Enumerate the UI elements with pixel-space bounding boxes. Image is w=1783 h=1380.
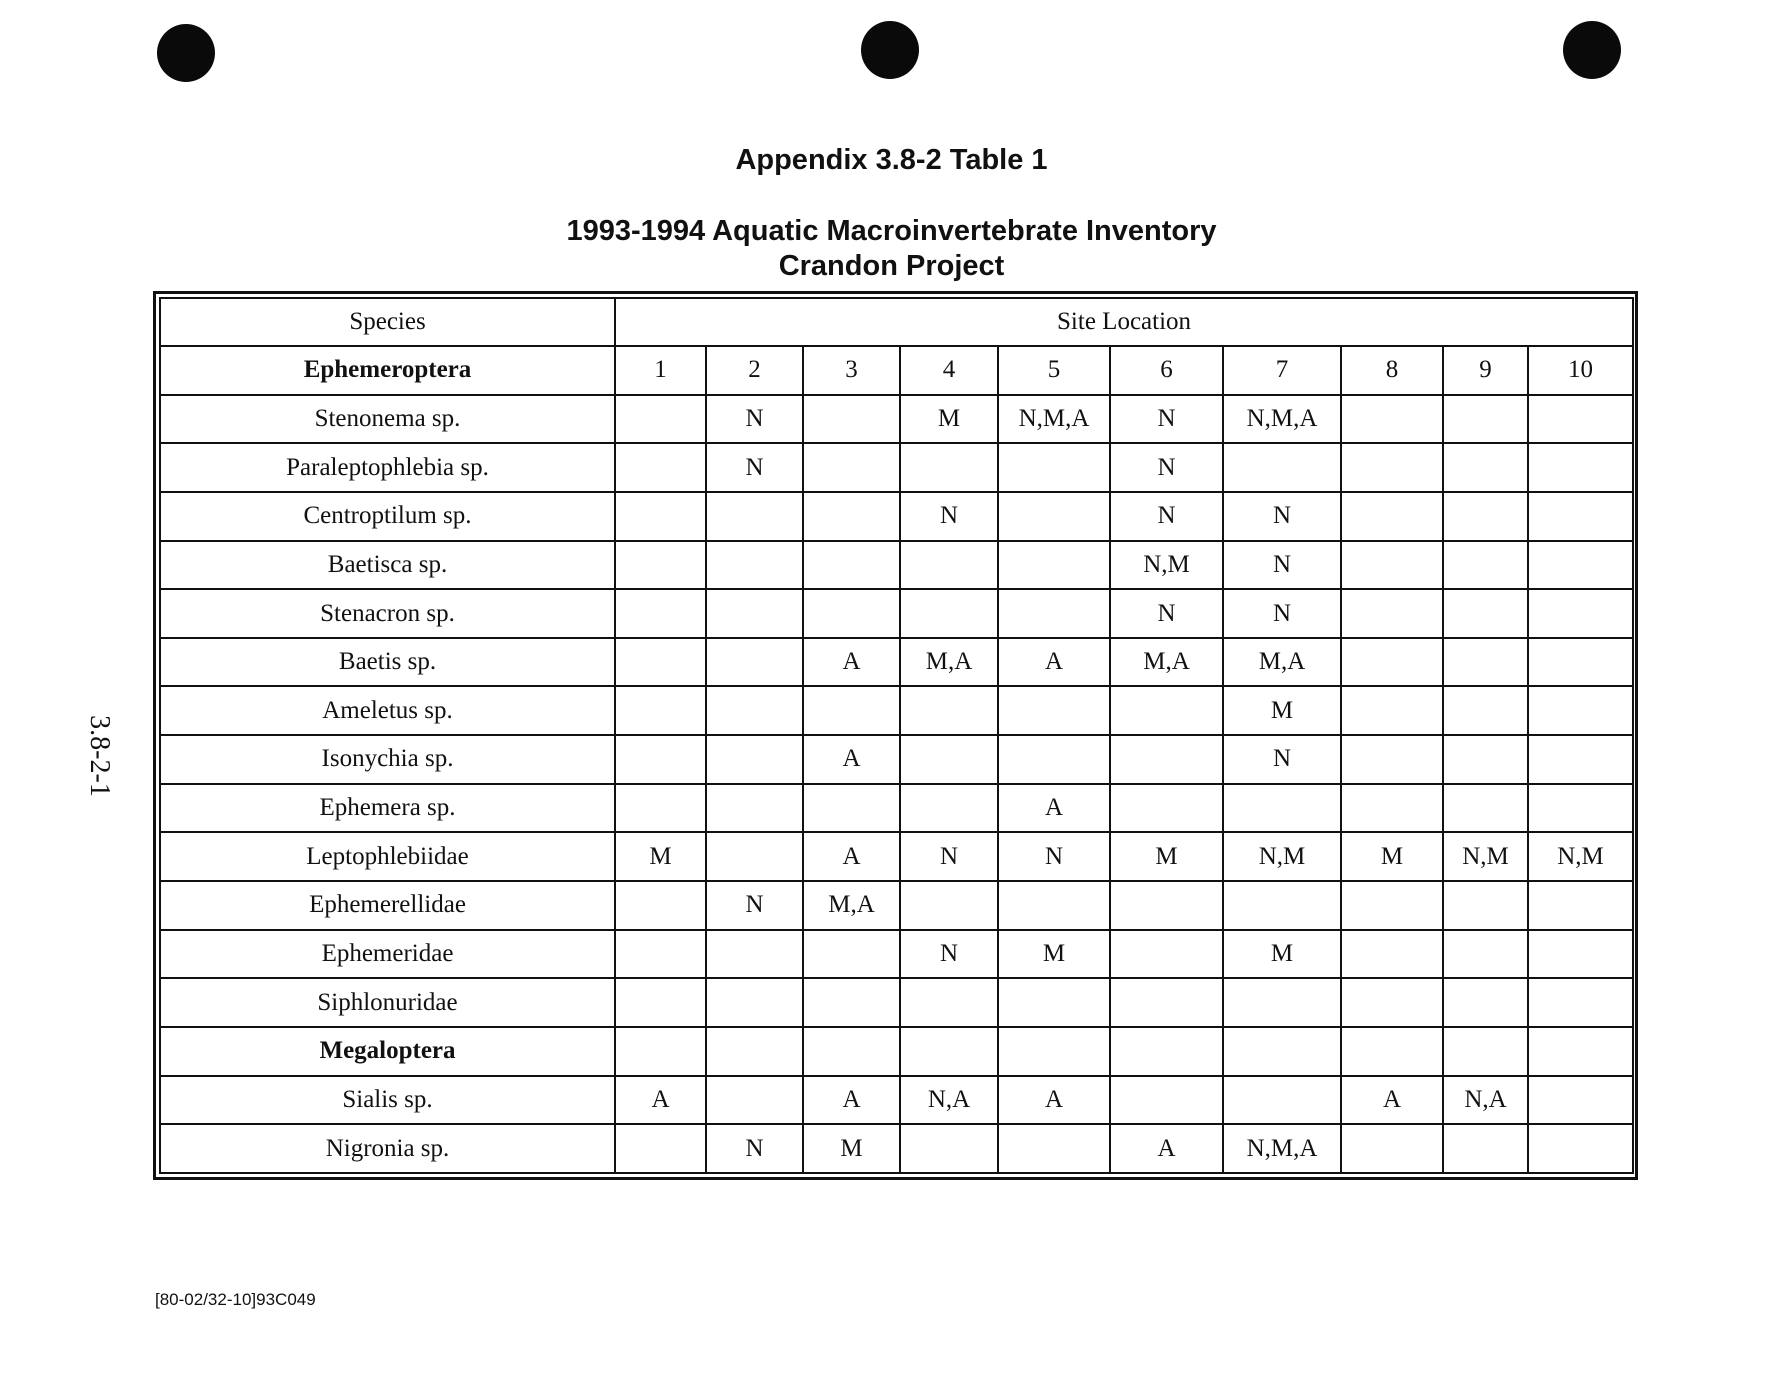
page-number: 3.8-2-1: [83, 715, 115, 797]
group-row: [160, 1027, 1633, 1076]
empty-cell: [1341, 1027, 1443, 1076]
site-cell: [1443, 881, 1528, 930]
site-cell: [1341, 541, 1443, 590]
site-cell: M,A: [803, 881, 900, 930]
species-name: Baetis sp.: [160, 638, 615, 687]
site-cell: A: [615, 1076, 706, 1125]
site-cell: [1443, 978, 1528, 1027]
site-cell: [1341, 735, 1443, 784]
site-cell: [1528, 735, 1633, 784]
site-cell: [803, 784, 900, 833]
species-name: Isonychia sp.: [160, 735, 615, 784]
species-name: Paraleptophlebia sp.: [160, 443, 615, 492]
group-label-megaloptera: Megaloptera: [160, 1027, 615, 1076]
site-number-row: [160, 346, 1633, 395]
site-cell: [615, 735, 706, 784]
site-cell: [998, 686, 1110, 735]
site-cell: M: [1223, 930, 1341, 979]
species-name: Baetisca sp.: [160, 541, 615, 590]
site-cell: [998, 881, 1110, 930]
site-cell: [1341, 443, 1443, 492]
appendix-title: Appendix 3.8-2 Table 1: [735, 144, 1048, 176]
site-cell: [1528, 395, 1633, 444]
site-cell: [1341, 395, 1443, 444]
empty-cell: [1223, 1027, 1341, 1076]
site-cell: [1110, 1076, 1223, 1125]
site-cell: N: [706, 881, 803, 930]
site-cell: [1110, 686, 1223, 735]
site-cell: [1443, 1124, 1528, 1173]
site-cell: [803, 492, 900, 541]
species-name: Stenonema sp.: [160, 395, 615, 444]
site-cell: N: [900, 832, 998, 881]
site-cell: [900, 589, 998, 638]
table-row: [160, 1076, 1633, 1125]
site-cell: M,A: [1223, 638, 1341, 687]
site-cell: [1341, 492, 1443, 541]
site-cell: [1110, 735, 1223, 784]
site-cell: [706, 735, 803, 784]
site-cell: A: [803, 832, 900, 881]
site-cell: [1341, 784, 1443, 833]
species-name: Ameletus sp.: [160, 686, 615, 735]
site-cell: [706, 1076, 803, 1125]
species-name: Ephemera sp.: [160, 784, 615, 833]
site-cell: N: [1110, 395, 1223, 444]
site-cell: [803, 930, 900, 979]
site-cell: [1341, 978, 1443, 1027]
site-cell: M: [1341, 832, 1443, 881]
site-cell: [615, 443, 706, 492]
table-body: [160, 298, 1633, 1173]
punch-hole-left: [157, 24, 215, 82]
site-cell: [1528, 686, 1633, 735]
site-cell: [615, 638, 706, 687]
site-cell: [1443, 638, 1528, 687]
site-cell: N: [1223, 492, 1341, 541]
site-cell: M: [1223, 686, 1341, 735]
site-cell: [615, 395, 706, 444]
site-cell: [1443, 784, 1528, 833]
site-cell: [1443, 395, 1528, 444]
site-number: 10: [1528, 346, 1633, 395]
group-label-ephemeroptera: Ephemeroptera: [160, 346, 615, 395]
site-cell: [706, 541, 803, 590]
species-name: Leptophlebiidae: [160, 832, 615, 881]
site-cell: N: [900, 930, 998, 979]
site-cell: [1528, 881, 1633, 930]
table-row: [160, 978, 1633, 1027]
site-cell: [900, 784, 998, 833]
site-cell: A: [803, 638, 900, 687]
site-cell: [1223, 978, 1341, 1027]
site-number: 5: [998, 346, 1110, 395]
site-cell: [706, 930, 803, 979]
site-cell: N: [1223, 735, 1341, 784]
site-cell: [1341, 686, 1443, 735]
site-cell: [615, 1124, 706, 1173]
site-number: 4: [900, 346, 998, 395]
site-cell: [998, 541, 1110, 590]
site-cell: [1443, 735, 1528, 784]
table-row: [160, 443, 1633, 492]
site-cell: [1110, 978, 1223, 1027]
site-cell: [803, 395, 900, 444]
site-cell: N: [1110, 492, 1223, 541]
site-cell: [1443, 443, 1528, 492]
site-cell: [615, 541, 706, 590]
site-cell: N: [706, 443, 803, 492]
empty-cell: [998, 1027, 1110, 1076]
site-cell: [998, 589, 1110, 638]
site-cell: [706, 978, 803, 1027]
site-cell: A: [998, 638, 1110, 687]
site-cell: [615, 881, 706, 930]
site-cell: [1443, 492, 1528, 541]
punch-hole-right: [1563, 21, 1621, 79]
site-cell: [1443, 686, 1528, 735]
site-cell: [615, 978, 706, 1027]
site-cell: N,M: [1443, 832, 1528, 881]
site-cell: [1443, 541, 1528, 590]
site-cell: [900, 1124, 998, 1173]
table-row: [160, 784, 1633, 833]
site-cell: [1528, 1124, 1633, 1173]
inventory-table-frame: [153, 291, 1638, 1180]
site-cell: N: [1223, 541, 1341, 590]
site-cell: [1341, 589, 1443, 638]
site-cell: [900, 443, 998, 492]
site-number: 3: [803, 346, 900, 395]
site-cell: M,A: [1110, 638, 1223, 687]
site-cell: [803, 978, 900, 1027]
site-cell: [900, 735, 998, 784]
project-title: Crandon Project: [778, 250, 1005, 282]
site-cell: [998, 443, 1110, 492]
site-cell: M: [1110, 832, 1223, 881]
table-row: [160, 832, 1633, 881]
site-cell: [706, 686, 803, 735]
site-cell: N: [706, 1124, 803, 1173]
site-cell: [1528, 930, 1633, 979]
site-cell: [1528, 1076, 1633, 1125]
table-row: [160, 638, 1633, 687]
species-name: Ephemeridae: [160, 930, 615, 979]
site-cell: [1443, 589, 1528, 638]
site-cell: A: [998, 1076, 1110, 1125]
site-cell: [803, 686, 900, 735]
site-cell: [900, 686, 998, 735]
site-cell: A: [998, 784, 1110, 833]
site-cell: A: [1341, 1076, 1443, 1125]
inventory-table: [159, 297, 1634, 1174]
site-cell: N: [706, 395, 803, 444]
site-cell: M,A: [900, 638, 998, 687]
empty-cell: [706, 1027, 803, 1076]
header-row: [160, 298, 1633, 346]
site-cell: [615, 686, 706, 735]
empty-cell: [615, 1027, 706, 1076]
table-row: [160, 541, 1633, 590]
site-cell: [706, 492, 803, 541]
site-cell: [900, 978, 998, 1027]
site-cell: N,M: [1110, 541, 1223, 590]
site-cell: [1528, 589, 1633, 638]
site-number: 8: [1341, 346, 1443, 395]
site-cell: N,M: [1528, 832, 1633, 881]
species-name: Stenacron sp.: [160, 589, 615, 638]
site-cell: N,M,A: [1223, 1124, 1341, 1173]
site-cell: [1443, 930, 1528, 979]
site-cell: [1528, 784, 1633, 833]
site-cell: [803, 541, 900, 590]
table-row: [160, 735, 1633, 784]
species-name: Siphlonuridae: [160, 978, 615, 1027]
empty-cell: [1443, 1027, 1528, 1076]
site-cell: [1528, 541, 1633, 590]
site-cell: [1110, 930, 1223, 979]
footer-code: [80-02/32-10]93C049: [155, 1290, 316, 1309]
table-row: [160, 492, 1633, 541]
site-location-header: Site Location: [615, 298, 1633, 346]
site-number: 9: [1443, 346, 1528, 395]
inventory-title: 1993-1994 Aquatic Macroinvertebrate Inventory: [566, 215, 1217, 247]
site-cell: [998, 978, 1110, 1027]
site-cell: N: [900, 492, 998, 541]
site-cell: [803, 443, 900, 492]
site-cell: [998, 492, 1110, 541]
table-row: [160, 395, 1633, 444]
site-cell: [1223, 881, 1341, 930]
table-row: [160, 1124, 1633, 1173]
empty-cell: [803, 1027, 900, 1076]
site-cell: [706, 589, 803, 638]
table-row: [160, 686, 1633, 735]
site-cell: M: [803, 1124, 900, 1173]
site-cell: [1341, 881, 1443, 930]
site-number: 2: [706, 346, 803, 395]
site-cell: N,M: [1223, 832, 1341, 881]
empty-cell: [1110, 1027, 1223, 1076]
site-cell: [1223, 784, 1341, 833]
site-cell: [1528, 638, 1633, 687]
punch-hole-center: [861, 21, 919, 79]
empty-cell: [900, 1027, 998, 1076]
site-cell: [998, 1124, 1110, 1173]
site-cell: M: [998, 930, 1110, 979]
site-cell: [706, 638, 803, 687]
site-cell: [615, 930, 706, 979]
table-row: [160, 881, 1633, 930]
site-number: 6: [1110, 346, 1223, 395]
site-cell: N: [998, 832, 1110, 881]
empty-cell: [1528, 1027, 1633, 1076]
site-cell: [1110, 784, 1223, 833]
site-cell: N,A: [900, 1076, 998, 1125]
site-cell: [1528, 492, 1633, 541]
site-cell: N,M,A: [998, 395, 1110, 444]
site-cell: M: [900, 395, 998, 444]
species-header: Species: [160, 298, 615, 346]
site-cell: [900, 541, 998, 590]
site-cell: [1110, 881, 1223, 930]
site-cell: A: [803, 735, 900, 784]
site-cell: N,A: [1443, 1076, 1528, 1125]
site-cell: N,M,A: [1223, 395, 1341, 444]
site-cell: N: [1110, 589, 1223, 638]
site-cell: [900, 881, 998, 930]
site-cell: [1341, 638, 1443, 687]
site-cell: M: [615, 832, 706, 881]
site-number: 7: [1223, 346, 1341, 395]
species-name: Centroptilum sp.: [160, 492, 615, 541]
site-cell: [615, 492, 706, 541]
site-cell: [1528, 978, 1633, 1027]
site-cell: [706, 832, 803, 881]
site-cell: N: [1223, 589, 1341, 638]
site-cell: [803, 589, 900, 638]
site-cell: N: [1110, 443, 1223, 492]
site-cell: [1341, 1124, 1443, 1173]
site-cell: A: [1110, 1124, 1223, 1173]
species-name: Nigronia sp.: [160, 1124, 615, 1173]
site-cell: [615, 589, 706, 638]
species-name: Ephemerellidae: [160, 881, 615, 930]
site-cell: [1223, 443, 1341, 492]
site-cell: [706, 784, 803, 833]
site-cell: [615, 784, 706, 833]
site-cell: [1341, 930, 1443, 979]
site-number: 1: [615, 346, 706, 395]
site-cell: [998, 735, 1110, 784]
table-row: [160, 589, 1633, 638]
site-cell: [1528, 443, 1633, 492]
site-cell: [1223, 1076, 1341, 1125]
table-row: [160, 930, 1633, 979]
site-cell: A: [803, 1076, 900, 1125]
species-name: Sialis sp.: [160, 1076, 615, 1125]
